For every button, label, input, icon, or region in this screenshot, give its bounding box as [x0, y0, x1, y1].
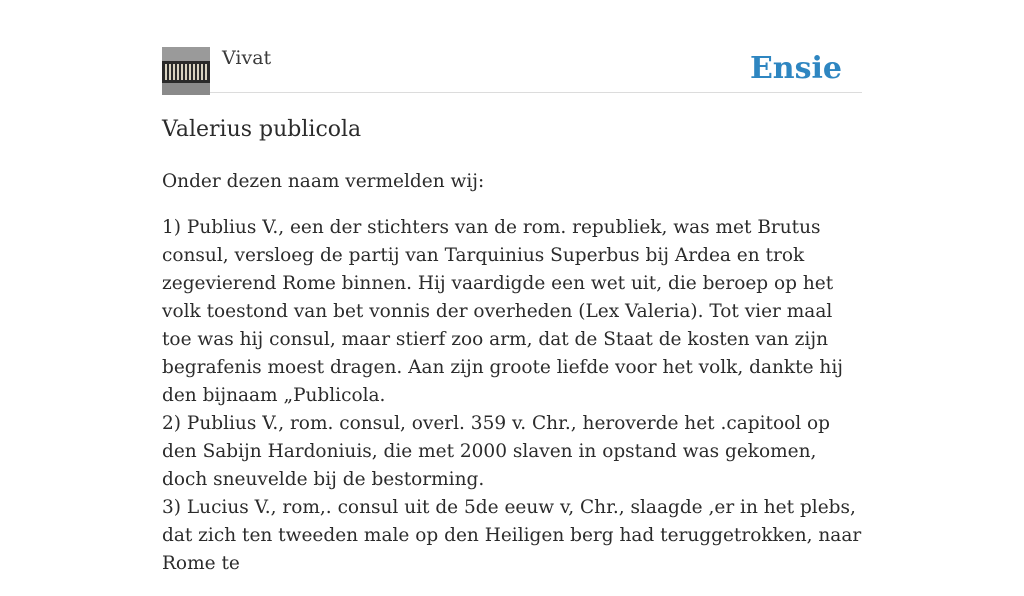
article-header — [162, 46, 862, 93]
library-books-avatar-icon — [162, 47, 210, 95]
article-content — [162, 168, 862, 596]
source-name[interactable]: Vivat — [222, 47, 272, 69]
article-intro: Onder dezen naam vermelden wij: — [162, 171, 485, 192]
page-title: Valerius publicola — [162, 117, 362, 142]
source-avatar[interactable] — [162, 47, 210, 95]
article-body: 1) Publius V., een der stichters van de rom. republiek, was met Brutus consul, versloeg de partij van Tarquinius Superbus bij Ardea en trok zegevierend Rome binnen. Hij vaardigde een wet uit, die beroep op het volk toestond van bet vonnis der overheden (Lex Valeria). Tot vier maal toe was hij consul, maar stierf zoo arm, dat de Staat de kosten van zijn begrafenis moest dragen. Aan zijn groote liefde voor het volk, dankte hij den bijnaam „Publicola. 2) Publius V., rom. consul, overl. 359 v. Chr., heroverde het .capitool op den Sabijn Hardoniuis, die met 2000 slaven in opstand was gekomen, doch sneuvelde bij de bestorming. 3) Lucius V., rom,. consul uit de 5de eeuw v, Chr., slaagde ,er in het plebs, dat zich ten tweeden male op den Heiligen berg had teruggetrokken, naar Rome te — [162, 217, 862, 574]
ensie-logo[interactable]: Ensie — [749, 51, 842, 86]
